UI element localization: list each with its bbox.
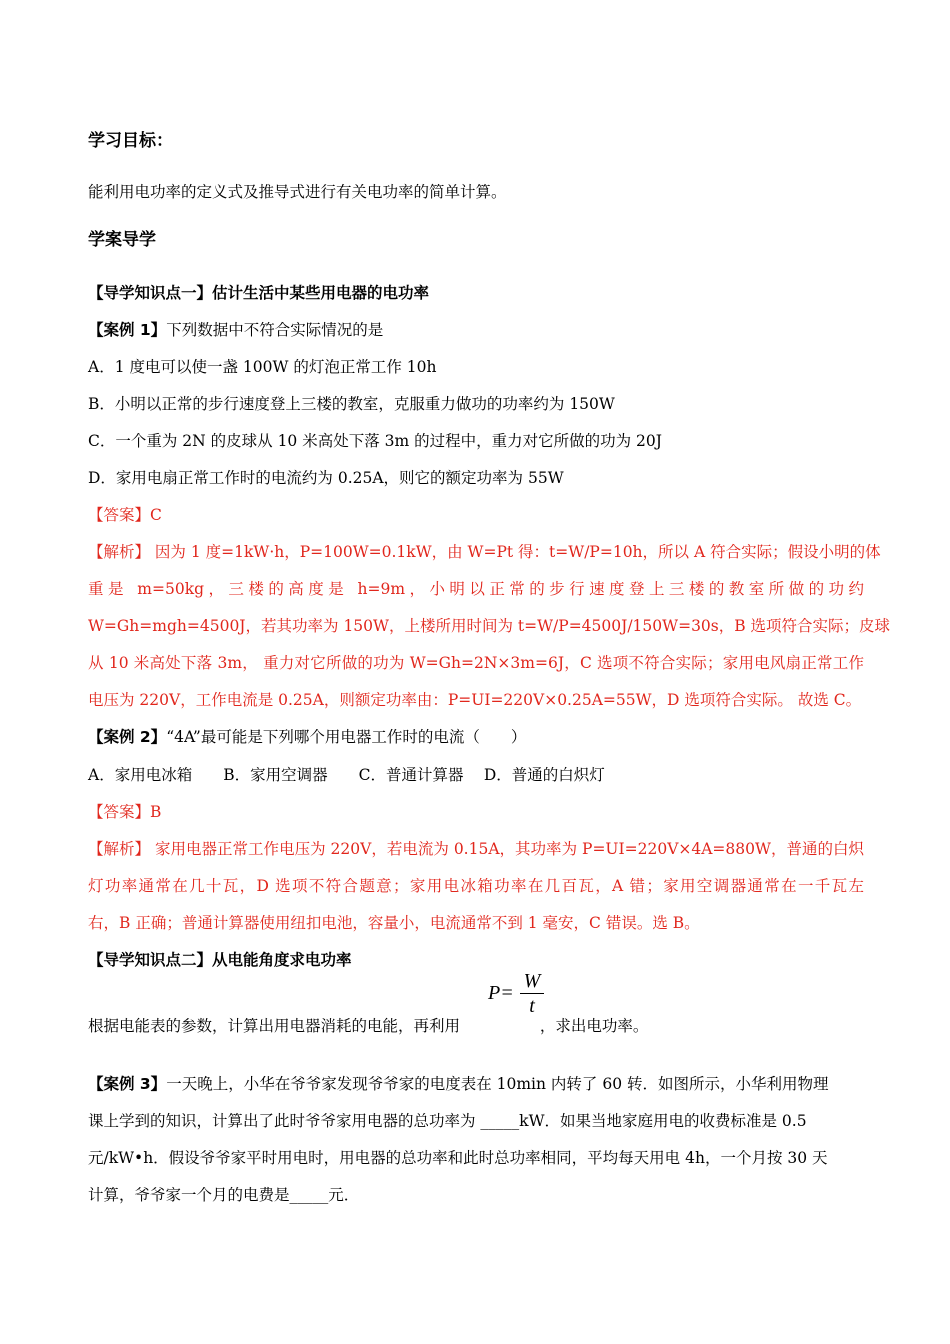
case-1-question-text: 下列数据中不符合实际情况的是 xyxy=(166,321,384,339)
case-2-label: 【案例 2】 xyxy=(88,728,167,746)
learning-goal-text: 能利用电功率的定义式及推导式进行有关电功率的简单计算。 xyxy=(88,183,507,201)
case-3-line: 计算，爷爷家一个月的电费是_____元． xyxy=(88,1186,360,1204)
knowledge-point-1-heading: 【导学知识点一】估计生活中某些用电器的电功率 xyxy=(88,284,430,302)
case-1-option-a: A．1 度电可以使一盏 100W 的灯泡正常工作 10h xyxy=(88,358,437,376)
case-1-question xyxy=(88,320,383,340)
case-2-options: A．家用电冰箱 B．家用空调器 C．普通计算器 D．普通的白炽灯 xyxy=(88,766,605,784)
case-1-analysis-line: 【解析】 因为 1 度=1kW·h，P=100W=0.1kW，由 W=Pt 得：t=W/P=10h，所以 A 符合实际；假设小明的体 xyxy=(88,543,881,561)
case-2-answer: 【答案】B xyxy=(88,803,162,821)
case-1-analysis-line: W=Gh=mgh=4500J，若其功率为 150W，上楼所用时间为 t=W/P=4500J/150W=30s，B 选项符合实际；皮球 xyxy=(88,617,891,635)
knowledge-point-2-text xyxy=(88,1016,648,1036)
formula-numerator: W xyxy=(523,970,541,992)
case-3-label: 【案例 3】 xyxy=(88,1075,167,1093)
formula-denominator: t xyxy=(529,995,535,1017)
kp2-text-before: 根据电能表的参数，计算出用电器消耗的电能，再利用 xyxy=(88,1017,461,1035)
learning-goal-heading: 学习目标： xyxy=(88,131,173,151)
knowledge-point-2-heading: 【导学知识点二】从电能角度求电功率 xyxy=(88,951,352,969)
case-1-label: 【案例 1】 xyxy=(88,321,167,339)
case-1-analysis-line: 重是 m=50kg，三楼的高度是 h=9m，小明以正常的步行速度登上三楼的教室所做的功约 xyxy=(88,580,864,598)
case-1-option-d: D．家用电扇正常工作时的电流约为 0.25A，则它的额定功率为 55W xyxy=(88,469,564,487)
fraction-bar xyxy=(520,993,544,994)
case-2-analysis-line: 右，B 正确；普通计算器使用纽扣电池，容量小，电流通常不到 1 毫安，C 错误。选 B。 xyxy=(88,914,700,932)
case-3-line: 课上学到的知识，计算出了此时爷爷家用电器的总功率为 _____kW．如果当地家庭用电的收费标准是 0.5 xyxy=(88,1112,807,1130)
case-1-option-b: B．小明以正常的步行速度登上三楼的教室，克服重力做功的功率约为 150W xyxy=(88,395,615,413)
case-1-analysis-line: 电压为 220V，工作电流是 0.25A，则额定功率由：P=UI=220V×0.25A=55W，D 选项符合实际。 故选 C。 xyxy=(88,691,862,709)
case-3-question xyxy=(88,1074,828,1094)
case-1-analysis-line: 从 10 米高处下落 3m， 重力对它所做的功为 W=Gh=2N×3m=6J，C 选项不符合实际；家用电风扇正常工作 xyxy=(88,654,864,672)
case-2-analysis-line: 灯功率通常在几十瓦，D 选项不符合题意；家用电冰箱功率在几百瓦，A 错；家用空调器通常在一千瓦左 xyxy=(88,877,864,895)
case-2-question-text: “4A”最可能是下列哪个用电器工作时的电流（ ） xyxy=(166,728,527,746)
case-3-line: 一天晚上，小华在爷爷家发现爷爷家的电度表在 10min 内转了 60 转．如图所示，小华利用物理 xyxy=(166,1075,829,1093)
case-2-question xyxy=(88,727,526,747)
guide-heading: 学案导学 xyxy=(88,230,156,250)
case-2-analysis-line: 【解析】 家用电器正常工作电压为 220V，若电流为 0.15A，其功率为 P=UI=220V×4A=880W，普通的白炽 xyxy=(88,840,864,858)
power-formula-fraction xyxy=(520,970,544,1017)
case-1-option-c: C．一个重为 2N 的皮球从 10 米高处下落 3m 的过程中，重力对它所做的功为 20J xyxy=(88,432,662,450)
kp2-text-after: ，求出电功率。 xyxy=(539,1017,649,1035)
case-1-answer: 【答案】C xyxy=(88,506,162,524)
power-formula-lhs: P= xyxy=(488,982,514,1004)
case-3-line: 元/kW•h．假设爷爷家平时用电时，用电器的总功率和此时总功率相同，平均每天用电 4h，一个月按 30 天 xyxy=(88,1149,828,1167)
